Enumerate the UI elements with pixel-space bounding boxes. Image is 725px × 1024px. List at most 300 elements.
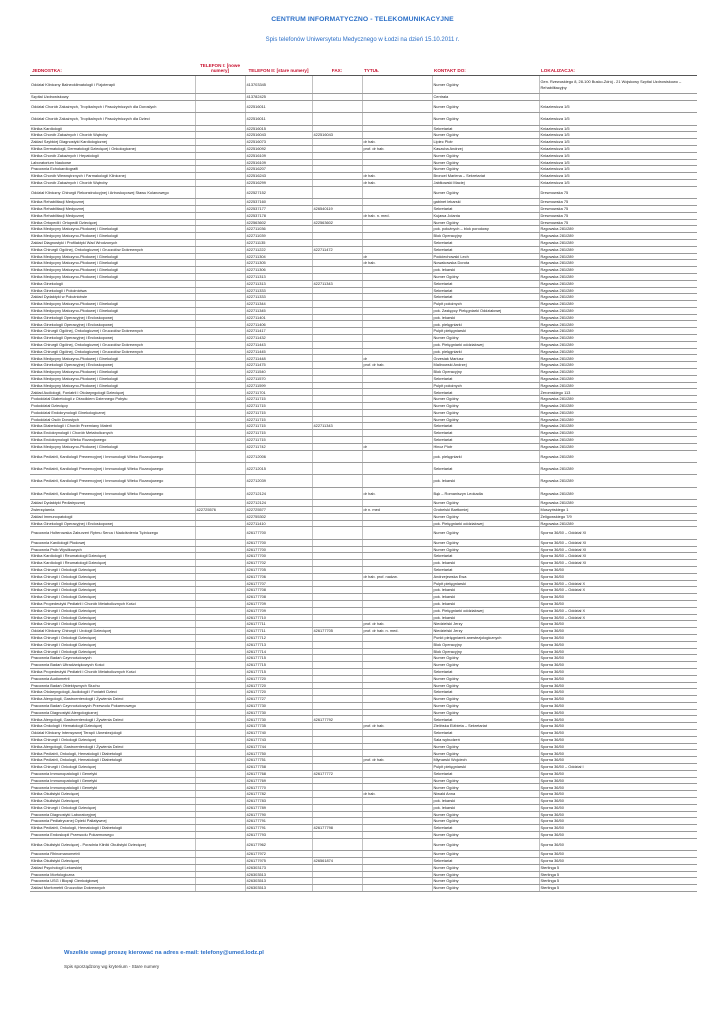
cell-fax (312, 668, 362, 675)
cell-phone-old: 426177712 (245, 634, 312, 641)
cell-location: Sporna 36/50 (539, 791, 697, 798)
cell-fax: 422563602 (312, 219, 362, 226)
cell-title (362, 553, 432, 560)
cell-phone-new (195, 246, 245, 253)
cell-unit: Pracownia Prób Wysiłkowych (30, 546, 195, 553)
cell-unit: Pracownia Rhinomanometrii (30, 851, 195, 858)
cell-phone-old: 426177705 (245, 566, 312, 573)
cell-phone-new (195, 113, 245, 125)
cell-location: Sporna 36/50 (539, 709, 697, 716)
table-row (30, 152, 697, 159)
cell-phone-old: 426303513 (245, 871, 312, 878)
cell-phone-new (195, 784, 245, 791)
cell-contact: Podciechowski Lech (432, 253, 539, 260)
cell-phone-new (195, 166, 245, 173)
cell-phone-old: 422711432 (245, 335, 312, 342)
cell-phone-new (195, 696, 245, 703)
cell-title (362, 125, 432, 132)
table-row (30, 355, 697, 362)
cell-unit: Laboratorium Naukowe (30, 159, 195, 166)
cell-unit: Klinika Ginekologii i Położnictwa (30, 287, 195, 294)
cell-phone-new (195, 132, 245, 139)
table-row (30, 375, 697, 382)
cell-phone-old: 426177962 (245, 838, 312, 850)
cell-phone-old: 422755302 (245, 513, 312, 520)
cell-location (539, 94, 697, 101)
cell-title (362, 662, 432, 669)
cell-unit: Zakład Immunopatologii (30, 513, 195, 520)
cell-phone-old: 413782425 (245, 94, 312, 101)
cell-phone-old: 422711445 (245, 348, 312, 355)
cell-fax (312, 348, 362, 355)
cell-phone-old: 422516109 (245, 159, 312, 166)
table-row (30, 709, 697, 716)
cell-phone-new (195, 770, 245, 777)
cell-phone-old: 422711313 (245, 280, 312, 287)
cell-phone-new (195, 539, 245, 546)
header-row (30, 57, 697, 76)
cell-phone-new (195, 851, 245, 858)
cell-contact: Niedzielski Jerzy (432, 621, 539, 628)
cell-fax (312, 475, 362, 487)
cell-fax (312, 321, 362, 328)
cell-title (362, 159, 432, 166)
cell-fax (312, 527, 362, 539)
cell-contact: Sekretariat (432, 553, 539, 560)
cell-location: Rzgowska 281/289 (539, 403, 697, 410)
cell-unit: Pracownia Morfologiczna (30, 871, 195, 878)
cell-title (362, 226, 432, 233)
cell-location: Rzgowska 281/289 (539, 450, 697, 462)
cell-unit: Klinika Pediatrii, Kardiologii Prewencyjnej i Immunologii Wieku Rozwojowego (30, 463, 195, 475)
cell-fax (312, 375, 362, 382)
cell-location: Sporna 36/50 (539, 682, 697, 689)
cell-title (362, 113, 432, 125)
cell-phone-old: 422711344 (245, 301, 312, 308)
cell-title: dr hab. (362, 173, 432, 180)
cell-phone-new (195, 600, 245, 607)
cell-title (362, 132, 432, 139)
table-row (30, 125, 697, 132)
cell-phone-old: 426177740 (245, 730, 312, 737)
cell-unit: Klinika Dermatologii, Dermatologii Dziecięcej i Onkologicznej (30, 145, 195, 152)
cell-phone-new (195, 750, 245, 757)
cell-fax (312, 186, 362, 198)
cell-phone-old: 426177706 (245, 573, 312, 580)
cell-phone-new (195, 314, 245, 321)
cell-location: Kniaziewicza 1/5 (539, 179, 697, 186)
cell-phone-old: 422516207 (245, 166, 312, 173)
cell-location: Sporna 36/50 (539, 804, 697, 811)
cell-phone-new (195, 607, 245, 614)
cell-title (362, 885, 432, 892)
cell-contact: pok. pielęgniarki (432, 321, 539, 328)
cell-contact: Broncel Marlena – Sekretariat (432, 173, 539, 180)
table-row (30, 743, 697, 750)
cell-phone-new (195, 430, 245, 437)
cell-phone-old: 422711222 (245, 246, 312, 253)
cell-title (362, 382, 432, 389)
cell-unit: Pododdział Osób Dorosłych (30, 416, 195, 423)
cell-location: Rzgowska 281/289 (539, 430, 697, 437)
cell-phone-new (195, 125, 245, 132)
cell-title (362, 675, 432, 682)
cell-phone-old: 426177710 (245, 614, 312, 621)
cell-fax (312, 416, 362, 423)
table-row (30, 450, 697, 462)
table-row (30, 580, 697, 587)
cell-phone-new (195, 260, 245, 267)
cell-contact: Numer Ogólny (432, 219, 539, 226)
cell-title (362, 696, 432, 703)
cell-contact: pok. lekarski (432, 594, 539, 601)
cell-location: Rzgowska 281/289 (539, 253, 697, 260)
cell-location: Sporna 36/50 (539, 648, 697, 655)
cell-unit: Klinika Chirurgii i Onkologii Dziecięcej (30, 804, 195, 811)
cell-fax (312, 702, 362, 709)
cell-fax (312, 723, 362, 730)
cell-unit: Oddział Kliniczny Chirurgii Rekonstrukcyjnej i Artroskopowej Stawu Kolanowego (30, 186, 195, 198)
cell-title (362, 233, 432, 240)
cell-phone-old: 422711715 (245, 396, 312, 403)
table-row (30, 132, 697, 139)
cell-title (362, 475, 432, 487)
cell-phone-old: 426177768 (245, 770, 312, 777)
cell-fax (312, 757, 362, 764)
cell-contact: pok. Pielęgniarki oddziałowej (432, 341, 539, 348)
cell-location: Rzgowska 281/289 (539, 463, 697, 475)
cell-fax (312, 76, 362, 94)
cell-phone-old: 426177700 (245, 546, 312, 553)
cell-location: Kniaziewicza 1/5 (539, 145, 697, 152)
cell-location: Sporna 36/50 – Oddział XI (539, 527, 697, 539)
table-row (30, 139, 697, 146)
cell-phone-new (195, 375, 245, 382)
cell-title (362, 287, 432, 294)
cell-location: Rzgowska 281/289 (539, 423, 697, 430)
cell-fax (312, 396, 362, 403)
cell-phone-new (195, 871, 245, 878)
cell-phone-old: 422537178 (245, 212, 312, 219)
cell-title (362, 301, 432, 308)
cell-fax (312, 750, 362, 757)
cell-phone-new (195, 648, 245, 655)
cell-contact: Numer Ogólny (432, 409, 539, 416)
cell-fax (312, 560, 362, 567)
cell-phone-old: 426303513 (245, 885, 312, 892)
table-row (30, 341, 697, 348)
cell-title (362, 825, 432, 832)
table-row (30, 791, 697, 798)
table-row (30, 443, 697, 450)
document-subtitle: Spis telefonów Uniwersytetu Medycznego w Łodzi na dzień 15.10.2011 r. (265, 37, 460, 43)
cell-unit: Klinika Kardiologii (30, 125, 195, 132)
cell-location: Sporna 36/50 – Oddział X (539, 580, 697, 587)
cell-phone-new (195, 628, 245, 635)
table-row (30, 750, 697, 757)
cell-unit: Klinika Medycyny Matczyno-Płodowej i Ginekologii (30, 355, 195, 362)
cell-phone-new (195, 662, 245, 669)
cell-unit: Klinika Pediatrii, Onkologii, Hematologii i Diabetologii (30, 825, 195, 832)
cell-contact: Sekretariat (432, 770, 539, 777)
cell-location: Sporna 36/50 (539, 736, 697, 743)
cell-contact: Numer Ogólny (432, 784, 539, 791)
cell-title (362, 764, 432, 771)
cell-phone-new (195, 621, 245, 628)
cell-location: Sterlinga 5 (539, 885, 697, 892)
cell-title (362, 566, 432, 573)
cell-title (362, 832, 432, 839)
table-row (30, 267, 697, 274)
cell-title (362, 369, 432, 376)
cell-location: Sporna 36/50 (539, 566, 697, 573)
cell-contact: Numer Ogólny (432, 76, 539, 94)
cell-unit: Klinika Okulistyki Dziecięcej - Poradnia Kliniki Okulistyki Dziecięcej (30, 838, 195, 850)
cell-contact: Sekretariat (432, 280, 539, 287)
cell-fax (312, 594, 362, 601)
cell-phone-new (195, 212, 245, 219)
cell-contact: Numer Ogólny (432, 885, 539, 892)
cell-phone-old: 422711715 (245, 423, 312, 430)
cell-unit: Klinika Ginekologii Operacyjnej i Endoskopowej (30, 520, 195, 527)
cell-contact: pok. lekarski (432, 798, 539, 805)
cell-unit: Klinika Medycyny Matczyno-Płodowej i Ginekologii (30, 382, 195, 389)
cell-contact: Nowakowska Dorota (432, 260, 539, 267)
cell-location: Sporna 36/50 – Oddział XI (539, 539, 697, 546)
cell-contact: pok. pielęgniarki (432, 450, 539, 462)
cell-phone-old: 426177709 (245, 607, 312, 614)
cell-unit: Pracownia Badań Obiektywnych Słuchu (30, 682, 195, 689)
cell-location: Sporna 36/50 (539, 838, 697, 850)
cell-fax: 426177705 (312, 628, 362, 635)
cell-phone-new (195, 566, 245, 573)
cell-unit: Klinika Diabetologii i Chorób Przemiany Materii (30, 423, 195, 430)
cell-fax (312, 885, 362, 892)
cell-unit: Oddział Chorób Zakaźnych, Tropikalnych i Pasożytniczych dla Dorosłych (30, 100, 195, 112)
cell-phone-old: 422712039 (245, 475, 312, 487)
cell-title: prof. dr hab. (362, 621, 432, 628)
cell-location: Rzgowska 281/289 (539, 246, 697, 253)
cell-phone-old: 413703345 (245, 76, 312, 94)
cell-contact: Numer Ogólny (432, 396, 539, 403)
cell-title (362, 655, 432, 662)
cell-fax (312, 600, 362, 607)
cell-title (362, 280, 432, 287)
cell-phone-old: 426177750 (245, 750, 312, 757)
cell-fax (312, 811, 362, 818)
cell-phone-old: 422516243 (245, 173, 312, 180)
cell-fax (312, 314, 362, 321)
cell-fax (312, 430, 362, 437)
cell-phone-new (195, 233, 245, 240)
cell-fax: 422711343 (312, 423, 362, 430)
cell-contact: Numer Ogólny (432, 871, 539, 878)
table-row (30, 113, 697, 125)
table-row (30, 145, 697, 152)
cell-unit: Klinika Ginekologii Operacyjnej i Endoskopowej (30, 335, 195, 342)
cell-contact: Numer Ogólny (432, 709, 539, 716)
cell-phone-old: 422711570 (245, 375, 312, 382)
cell-unit: Klinika Propedeutyki Pediatrii i Chorób Metabolicznych Kości (30, 600, 195, 607)
cell-location: Sporna 36/50 (539, 743, 697, 750)
cell-phone-new (195, 580, 245, 587)
table-row (30, 858, 697, 865)
cell-unit: Klinika Ginekologii Operacyjnej i Endoskopowej (30, 321, 195, 328)
cell-unit: Klinika Chirurgii i Onkologii Dziecięcej (30, 607, 195, 614)
cell-fax (312, 634, 362, 641)
cell-contact: Numer Ogólny (432, 851, 539, 858)
cell-fax (312, 730, 362, 737)
table-row (30, 798, 697, 805)
cell-location: Sporna 36/50 – Oddział I (539, 764, 697, 771)
cell-phone-old: 426177708 (245, 587, 312, 594)
cell-location: Kniaziewicza 1/5 (539, 139, 697, 146)
cell-location: Drewnowska 75 (539, 205, 697, 212)
cell-phone-old: 426177727 (245, 696, 312, 703)
cell-phone-new (195, 487, 245, 499)
cell-phone-new (195, 382, 245, 389)
cell-title (362, 430, 432, 437)
table-row (30, 628, 697, 635)
cell-phone-old: 422711417 (245, 328, 312, 335)
cell-location: Sporna 36/50 – Oddział X (539, 587, 697, 594)
cell-phone-old: 426177715 (245, 662, 312, 669)
cell-location: Rzgowska 281/289 (539, 500, 697, 507)
cell-contact: Blok Operacyjny (432, 648, 539, 655)
cell-fax (312, 487, 362, 499)
cell-unit: Klinika Okulistyki Dziecięcej (30, 798, 195, 805)
cell-phone-old: 422516011 (245, 100, 312, 112)
cell-unit: Klinika Chorób Zakaźnych i Hepatologii (30, 152, 195, 159)
table-row (30, 475, 697, 487)
table-row (30, 76, 697, 94)
table-row (30, 487, 697, 499)
table-row (30, 851, 697, 858)
cell-fax (312, 764, 362, 771)
footer-criteria-note: Spis sporządzony wg kryterium - Stare numery (64, 964, 160, 969)
cell-unit: Klinika Chirurgii i Onkologii Dziecięcej (30, 566, 195, 573)
cell-unit: Pracownia Audiometrii (30, 675, 195, 682)
cell-phone-old: 426177709 (245, 600, 312, 607)
cell-contact: Numer Ogólny (432, 832, 539, 839)
cell-contact: Sekretariat (432, 125, 539, 132)
cell-title (362, 328, 432, 335)
cell-title: dr (362, 253, 432, 260)
cell-title (362, 682, 432, 689)
cell-location: Sterlinga 5 (539, 878, 697, 885)
cell-contact: Numer Ogólny (432, 100, 539, 112)
cell-contact: Numer Ogólny (432, 696, 539, 703)
cell-location: Sporna 36/50 (539, 832, 697, 839)
table-row (30, 736, 697, 743)
cell-location: Rzgowska 281/289 (539, 294, 697, 301)
cell-phone-old: 422711715 (245, 437, 312, 444)
cell-contact: Numer Ogólny (432, 818, 539, 825)
cell-contact: Numer Ogólny (432, 777, 539, 784)
cell-contact: Kujawa Jolanta (432, 212, 539, 219)
cell-contact: Sekretariat (432, 463, 539, 475)
cell-phone-new (195, 818, 245, 825)
table-row (30, 416, 697, 423)
cell-phone-old: 422711448 (245, 355, 312, 362)
cell-contact: Andrzejewska Ewa (432, 573, 539, 580)
cell-fax (312, 791, 362, 798)
cell-title: prof. dr hab. (362, 757, 432, 764)
document-title: CENTRUM INFORMATYCZNO - TELEKOMUNIKACYJNE (271, 16, 454, 23)
cell-unit: Zakład Dydaktyki w Położnictwie (30, 294, 195, 301)
cell-title (362, 450, 432, 462)
cell-phone-new (195, 513, 245, 520)
cell-fax (312, 355, 362, 362)
cell-title (362, 560, 432, 567)
cell-unit: Klinika Medycyny Matczyno-Płodowej i Ginekologii (30, 233, 195, 240)
cell-unit: Klinika Chirurgii i Onkologii Dziecięcej (30, 634, 195, 641)
cell-unit: Klinika Alergologii, Gastroenterologii i Żywienia Dzieci (30, 696, 195, 703)
table-row (30, 553, 697, 560)
cell-location: Rzgowska 281/289 (539, 355, 697, 362)
cell-location: Rzgowska 281/289 (539, 301, 697, 308)
cell-title (362, 607, 432, 614)
cell-contact: Numer Ogólny (432, 113, 539, 125)
cell-fax (312, 566, 362, 573)
cell-unit: Klinika Chorób Zakaźnych i Chorób Wątroby (30, 179, 195, 186)
cell-title (362, 851, 432, 858)
cell-unit: Klinika Endokrynologii i Chorób Metabolicznych (30, 430, 195, 437)
cell-phone-new (195, 159, 245, 166)
cell-contact: Niedzielski Jerzy (432, 628, 539, 635)
cell-phone-new (195, 145, 245, 152)
cell-phone-old: 426177730 (245, 709, 312, 716)
cell-unit: Klinika Medycyny Matczyno-Płodowej i Ginekologii (30, 369, 195, 376)
cell-phone-new (195, 777, 245, 784)
cell-contact: Numer Ogólny (432, 878, 539, 885)
cell-phone-old: 426177791 (245, 818, 312, 825)
table-row (30, 260, 697, 267)
cell-fax (312, 328, 362, 335)
cell-contact: Hincz Piotr (432, 443, 539, 450)
column-header-contact: KONTAKT DO: (432, 57, 539, 76)
cell-location: Kniaziewicza 1/5 (539, 100, 697, 112)
cell-unit: Klinika Chirurgii i Onkologii Dziecięcej (30, 641, 195, 648)
cell-phone-new (195, 811, 245, 818)
cell-phone-new (195, 573, 245, 580)
cell-contact: Sekretariat (432, 437, 539, 444)
cell-location: Rzgowska 281/289 (539, 226, 697, 233)
cell-unit: Klinika Propedeutyki Pediatrii i Chorób Metabolicznych Kości (30, 668, 195, 675)
table-row (30, 423, 697, 430)
cell-phone-old: 422711135 (245, 239, 312, 246)
cell-fax (312, 267, 362, 274)
cell-location: Sporna 36/50 (539, 655, 697, 662)
cell-phone-new (195, 730, 245, 737)
cell-unit: Klinika Chirurgii Ogólnej, Onkologicznej i Gruczołów Dokrewnych (30, 246, 195, 253)
cell-phone-old: 422725577 (245, 506, 312, 513)
cell-fax: 426540119 (312, 205, 362, 212)
cell-unit: Klinika Medycyny Matczyno-Płodowej i Ginekologii (30, 226, 195, 233)
cell-contact: Numer Ogólny (432, 403, 539, 410)
cell-fax (312, 307, 362, 314)
cell-unit: Klinika Pediatrii, Kardiologii Prewencyjnej i Immunologii Wieku Rozwojowego (30, 450, 195, 462)
table-row (30, 832, 697, 839)
cell-location: Sporna 36/50 (539, 675, 697, 682)
cell-location: Żeromskiego 113 (539, 389, 697, 396)
cell-unit: Klinika Chirurgii i Onkologii Dziecięcej (30, 580, 195, 587)
cell-fax (312, 173, 362, 180)
table-row (30, 389, 697, 396)
cell-phone-new (195, 253, 245, 260)
cell-phone-old: 422563602 (245, 219, 312, 226)
column-header-location: LOKALIZACJA: (539, 57, 697, 76)
